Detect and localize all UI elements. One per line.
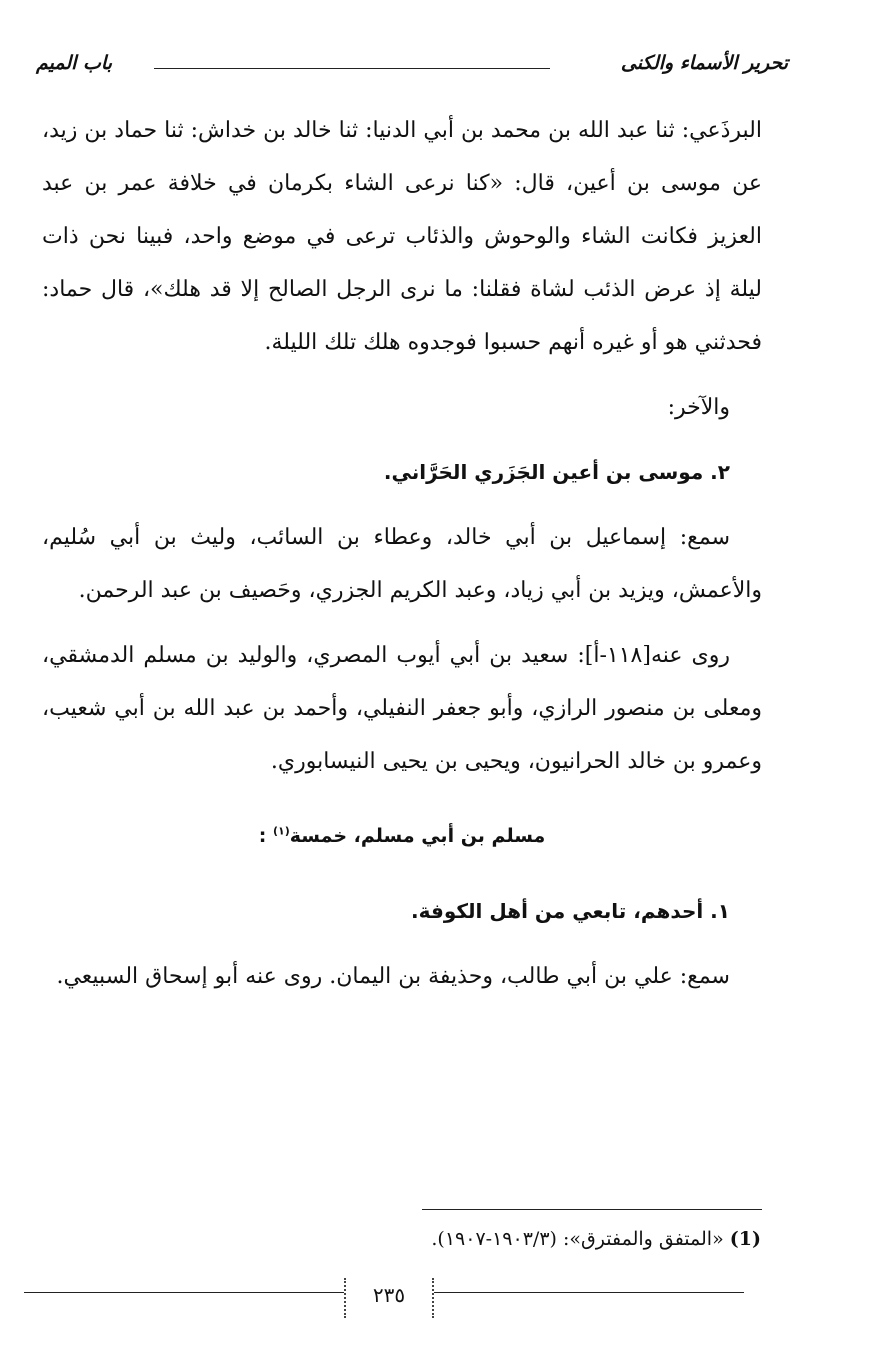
header-rule bbox=[154, 68, 550, 69]
footnote-rule bbox=[422, 1209, 762, 1210]
paragraph-other: والآخر: bbox=[667, 395, 730, 420]
footnote bbox=[161, 1224, 761, 1254]
running-head bbox=[36, 52, 788, 86]
section-heading-colon: : bbox=[258, 825, 267, 847]
footnote-number: (1) bbox=[729, 1228, 761, 1250]
paragraph-narration: البرذَعي: ثنا عبد الله بن محمد بن أبي الدنيا: ثنا خالد بن خداش: ثنا حماد بن زيد، عن موسى بن أعين، قال: «كنا نرعى الشاء بكرمان في خلافة عمر بن عبد العزيز فكانت الشاء والوحوش والذئاب ترعى في موضع واحد، فبينا نحن ذات ليلة إذ عرض الذئب لشاة فقلنا: ما نرى الرجل الصالح إلا قد هلك»، قال حماد: فحدثني هو أو غيره أنهم حسبوا فوجدوه هلك تلك الليلة. bbox=[42, 118, 762, 355]
footnote-ref: (١) bbox=[272, 824, 290, 838]
paragraph-first-entry: سمع: علي بن أبي طالب، وحذيفة بن اليمان. روى عنه أبو إسحاق السبيعي. bbox=[56, 964, 730, 989]
main-text bbox=[42, 104, 762, 1003]
book-title: تحرير الأسماء والكنى bbox=[620, 52, 788, 74]
entry-heading-first: ١. أحدهم، تابعي من أهل الكوفة. bbox=[411, 899, 730, 923]
section-heading-muslim bbox=[42, 810, 762, 863]
section-heading-text: مسلم بن أبي مسلم، خمسة bbox=[289, 825, 546, 847]
paragraph-narrated-by: روى عنه[١١٨-أ]: سعيد بن أبي أيوب المصري، والوليد بن مسلم الدمشقي، ومعلى بن منصور الرازي، وأبو جعفر النفيلي، وأحمد بن عبد الله بن أبي شعيب، وعمرو بن خالد الحرانيون، ويحيى بن يحيى النيسابوري. bbox=[42, 643, 762, 774]
chapter-title: باب الميم bbox=[36, 52, 113, 74]
paragraph-heard-from: سمع: إسماعيل بن أبي خالد، وعطاء بن السائب، وليث بن أبي سُليم، والأعمش، ويزيد بن أبي زياد، وعبد الكريم الجزري، وحَصيف بن عبد الرحمن. bbox=[42, 525, 762, 603]
entry-heading-musa: ٢. موسى بن أعين الجَزَري الحَرَّاني. bbox=[383, 460, 730, 484]
page-number: ٢٣٥ bbox=[344, 1278, 434, 1318]
footnote-text: «المتفق والمفترق»: (١٩٠٣/٣-١٩٠٧). bbox=[431, 1228, 724, 1250]
